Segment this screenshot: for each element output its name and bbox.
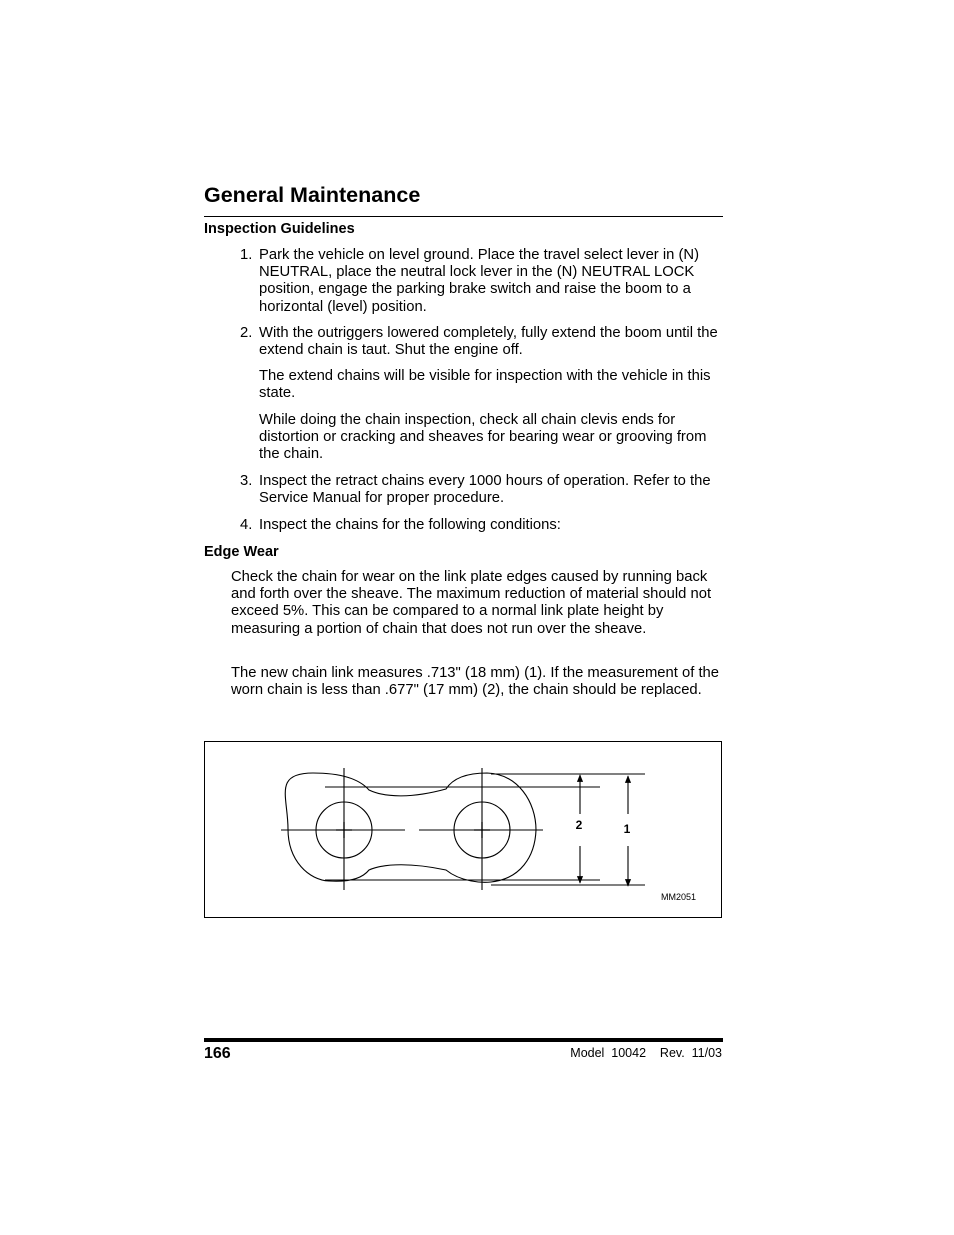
step-1-number: 1. [240, 247, 253, 263]
step-3 [240, 473, 724, 507]
step-1-text: Park the vehicle on level ground. Place the travel select lever in (N) NEUTRAL, place the neutral lock lever in the (N) NEUTRAL LOCK position, engage the parking brake switch and raise the boom to a horizontal (level) position. [259, 247, 700, 315]
page-title: General Maintenance [204, 183, 421, 207]
edge-wear-paragraph-1: Check the chain for wear on the link plate edges caused by running back and forth over the sheave. The maximum reduction of material should not exceed 5%. This can be compared to a normal link plate height by measuring a portion of chain that does not run over the sheave. [231, 569, 712, 637]
step-2-note-2-text: While doing the chain inspection, check all chain clevis ends for distortion or cracking and sheaves for bearing wear or grooving from the chain. [259, 412, 707, 463]
step-2 [240, 325, 724, 359]
step-2-note-1 [240, 368, 724, 402]
link-plate-outline [285, 773, 536, 882]
edge-wear-heading: Edge Wear [204, 544, 279, 560]
edge-wear-paragraph-2: The new chain link measures .713" (18 mm) (1). If the measurement of the worn chain is less than .677" (17 mm) (2), the chain should be replaced. [231, 665, 720, 699]
step-4 [240, 517, 724, 534]
chain-link-figure [204, 741, 722, 918]
model-revision: Model 10042 Rev. 11/03 [570, 1046, 722, 1060]
page-number: 166 [204, 1045, 231, 1062]
dimension-label-1: 1 [623, 822, 631, 836]
step-3-text: Inspect the retract chains every 1000 hours of operation. Refer to the Service Manual for proper procedure. [259, 473, 711, 507]
step-2-note-1-text: The extend chains will be visible for inspection with the vehicle in this state. [259, 368, 711, 402]
step-3-number: 3. [240, 473, 253, 489]
figure-code: MM2051 [661, 892, 697, 902]
step-2-number: 2. [240, 325, 253, 341]
footer-rule [204, 1038, 723, 1042]
step-2-text: With the outriggers lowered completely, fully extend the boom until the extend chain is taut. Shut the engine off. [259, 325, 718, 359]
inspection-heading: Inspection Guidelines [204, 221, 355, 237]
dimension-label-2: 2 [575, 818, 583, 832]
title-rule [204, 216, 723, 217]
chain-link-diagram [205, 742, 721, 917]
step-1 [240, 247, 724, 316]
step-2-note-2 [240, 412, 724, 464]
step-4-number: 4. [240, 517, 253, 533]
step-4-text: Inspect the chains for the following conditions: [259, 517, 561, 533]
